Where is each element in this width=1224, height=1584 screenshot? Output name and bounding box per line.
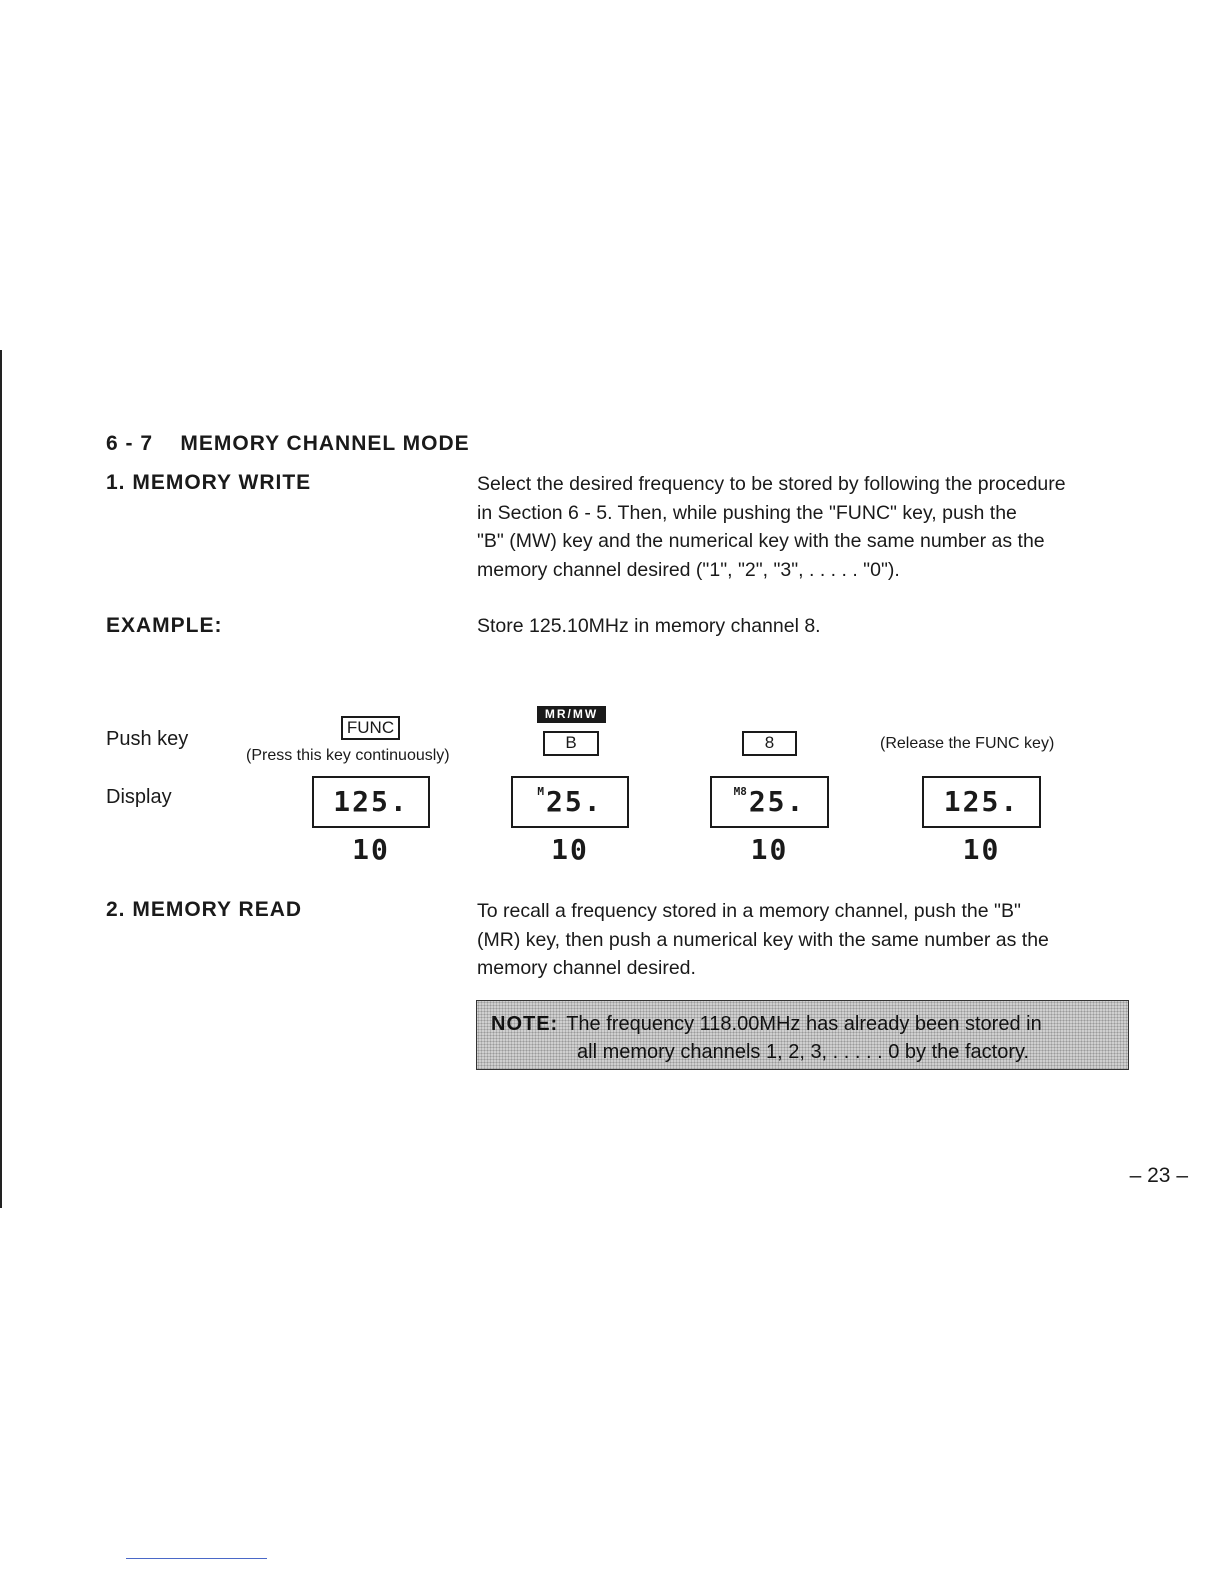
example-label: EXAMPLE: xyxy=(106,614,223,637)
display-label: Display xyxy=(106,786,172,808)
memory-write-line-3: "B" (MW) key and the numerical key with the same number as the xyxy=(477,530,1045,552)
eight-key: 8 xyxy=(742,731,797,756)
note-label: NOTE: xyxy=(491,1013,559,1035)
section-title: MEMORY CHANNEL MODE xyxy=(180,432,470,455)
memory-read-heading: 2. MEMORY READ xyxy=(106,898,303,921)
bottom-rule xyxy=(126,1558,267,1559)
page-edge-rule xyxy=(0,350,2,1208)
memory-write-line-2: in Section 6 - 5. Then, while pushing the "FUNC" key, push the xyxy=(477,501,1017,524)
example-text: Store 125.10MHz in memory channel 8. xyxy=(477,615,821,637)
note-line-1: The frequency 118.00MHz has already been stored in xyxy=(566,1013,1042,1035)
memory-write-line-1: Select the desired frequency to be stored by following the procedure xyxy=(477,473,1066,495)
memory-indicator: M xyxy=(537,785,545,798)
note-line-2: all memory channels 1, 2, 3, . . . . . 0 by the factory. xyxy=(577,1041,1030,1063)
memory-read-line-1: To recall a frequency stored in a memory channel, push the "B" xyxy=(477,900,1021,922)
memory-write-paragraph xyxy=(477,470,1129,584)
memory-read-paragraph xyxy=(477,897,1129,983)
lcd-display-4: 125. 10 xyxy=(922,776,1041,828)
release-func-note: (Release the FUNC key) xyxy=(880,735,1055,752)
mr-mw-tag: MR/MW xyxy=(537,706,606,723)
lcd-display-2-value: 25. 10 xyxy=(546,785,603,866)
lcd-display-3-value: 25. 10 xyxy=(748,785,806,866)
memory-read-line-2: (MR) key, then push a numerical key with the same number as the xyxy=(477,928,1049,951)
section-number: 6 - 7 xyxy=(106,432,154,455)
press-continuously-note: (Press this key continuously) xyxy=(246,747,450,764)
page-number: – 23 – xyxy=(1129,1164,1188,1187)
lcd-display-3 xyxy=(710,776,829,866)
lcd-display-2 xyxy=(511,776,629,866)
memory-write-heading: 1. MEMORY WRITE xyxy=(106,471,312,494)
push-key-label: Push key xyxy=(106,728,189,750)
memory-channel-indicator: M8 xyxy=(733,785,747,798)
section-heading xyxy=(106,432,470,456)
memory-read-line-3: memory channel desired. xyxy=(477,957,696,979)
factory-note-box xyxy=(476,1000,1129,1070)
lcd-display-1: 125. 10 xyxy=(312,776,430,828)
memory-write-line-4: memory channel desired ("1", "2", "3", . . . . . "0"). xyxy=(477,558,900,581)
b-key: B xyxy=(543,731,599,756)
func-key: FUNC xyxy=(341,716,400,740)
